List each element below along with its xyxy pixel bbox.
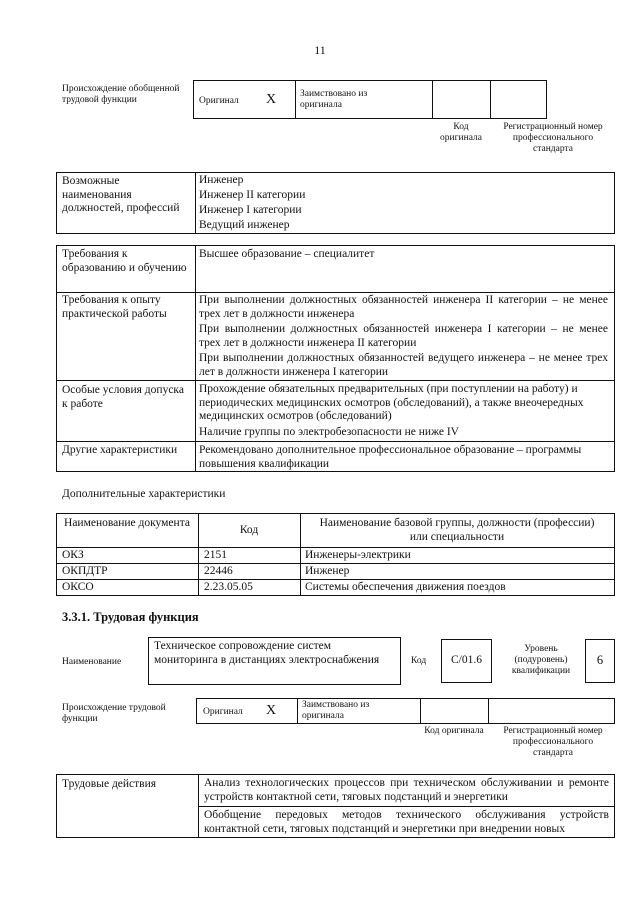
position-item: Ведущий инженер	[199, 219, 290, 231]
function-name-label: Наименование	[62, 657, 122, 667]
experience-line: При выполнении должностных обязанностей инженера I категории – не менее трех лет в должности инженера II категории	[199, 323, 608, 349]
positions-label: Возможные наименования должностей, профессий	[62, 175, 180, 214]
table-cell: ОКСО	[62, 581, 94, 593]
conditions-line: Наличие группы по электробезопасности не ниже IV	[199, 426, 459, 438]
action-item: Анализ технологических процессов при техническом обслуживании и ремонте устройств контактной сети, тяговых подстанций и энергетики	[204, 777, 609, 803]
table-cell: Инженеры-электрики	[305, 549, 411, 561]
actions-label: Трудовые действия	[62, 778, 157, 790]
origin2-table	[196, 698, 615, 724]
other-label: Другие характеристики	[62, 444, 178, 456]
function-level-value: 6	[596, 653, 604, 667]
other-value: Рекомендовано дополнительное профессиональное образование – программы повышения квалификации	[199, 444, 582, 470]
position-item: Инженер	[199, 174, 244, 186]
header-document: Наименование документа	[64, 517, 190, 529]
experience-line: При выполнении должностных обязанностей инженера II категории – не менее трех лет в должности инженера	[199, 294, 608, 320]
original-label: Оригинал	[203, 707, 243, 717]
conditions-label: Особые условия допуска к работе	[62, 384, 184, 410]
function-code-value: C/01.6	[451, 654, 482, 666]
original-mark: X	[266, 703, 277, 718]
origin2-label: Происхождение трудовой функции	[62, 703, 166, 724]
position-item: Инженер II категории	[199, 189, 306, 201]
table-cell: 2.23.05.05	[204, 581, 253, 593]
reg-caption: Регистрационный номер профессионального стандарта	[503, 122, 603, 154]
borrowed-label: Заимствовано из оригинала	[302, 700, 370, 721]
table-cell: ОКПДТР	[62, 565, 108, 577]
function-level-label: Уровень (подуровень) квалификации	[511, 644, 571, 676]
borrowed-label: Заимствовано из оригинала	[300, 89, 368, 110]
table-cell: 2151	[204, 549, 227, 561]
original-label: Оригинал	[199, 96, 239, 106]
position-item: Инженер I категории	[199, 204, 302, 216]
action-item: Обобщение передовых методов технического обслуживания устройств контактной сети, тяговых подстанций и энергетики при внедрении новых	[204, 809, 609, 835]
header-group: Наименование базовой группы, должности (профессии) или специальности	[319, 517, 595, 543]
origin-label: Происхождение обобщенной трудовой функции	[62, 84, 180, 105]
conditions-line: Прохождение обязательных предварительных (при поступлении на работу) и периодических медицинских осмотров (обследований), а также внеочередных медицинских осмотров (обследований)	[199, 383, 584, 422]
page-number: 11	[314, 43, 326, 57]
education-label: Требования к образованию и обучению	[62, 248, 187, 274]
function-name-value: Техническое сопровождение систем мониторинга в дистанциях электроснабжения	[154, 640, 380, 666]
original-mark: X	[266, 92, 277, 107]
experience-label: Требования к опыту практической работы	[62, 294, 167, 320]
table-cell: Системы обеспечения движения поездов	[305, 581, 506, 593]
experience-line: При выполнении должностных обязанностей ведущего инженера – не менее трех лет в должности инженера I категории	[199, 352, 608, 378]
function-heading: 3.3.1. Трудовая функция	[62, 610, 199, 624]
education-value: Высшее образование – специалитет	[199, 248, 375, 260]
table-cell: Инженер	[305, 565, 350, 577]
table-cell: ОКЗ	[62, 549, 84, 561]
code-caption: Код оригинала	[424, 726, 484, 736]
additional-heading: Дополнительные характеристики	[62, 488, 226, 500]
reg-caption: Регистрационный номер профессионального стандарта	[503, 726, 603, 758]
code-caption: Код оригинала	[440, 122, 482, 143]
table-cell: 22446	[204, 565, 233, 577]
header-code: Код	[239, 524, 259, 536]
function-code-label: Код	[411, 656, 427, 666]
